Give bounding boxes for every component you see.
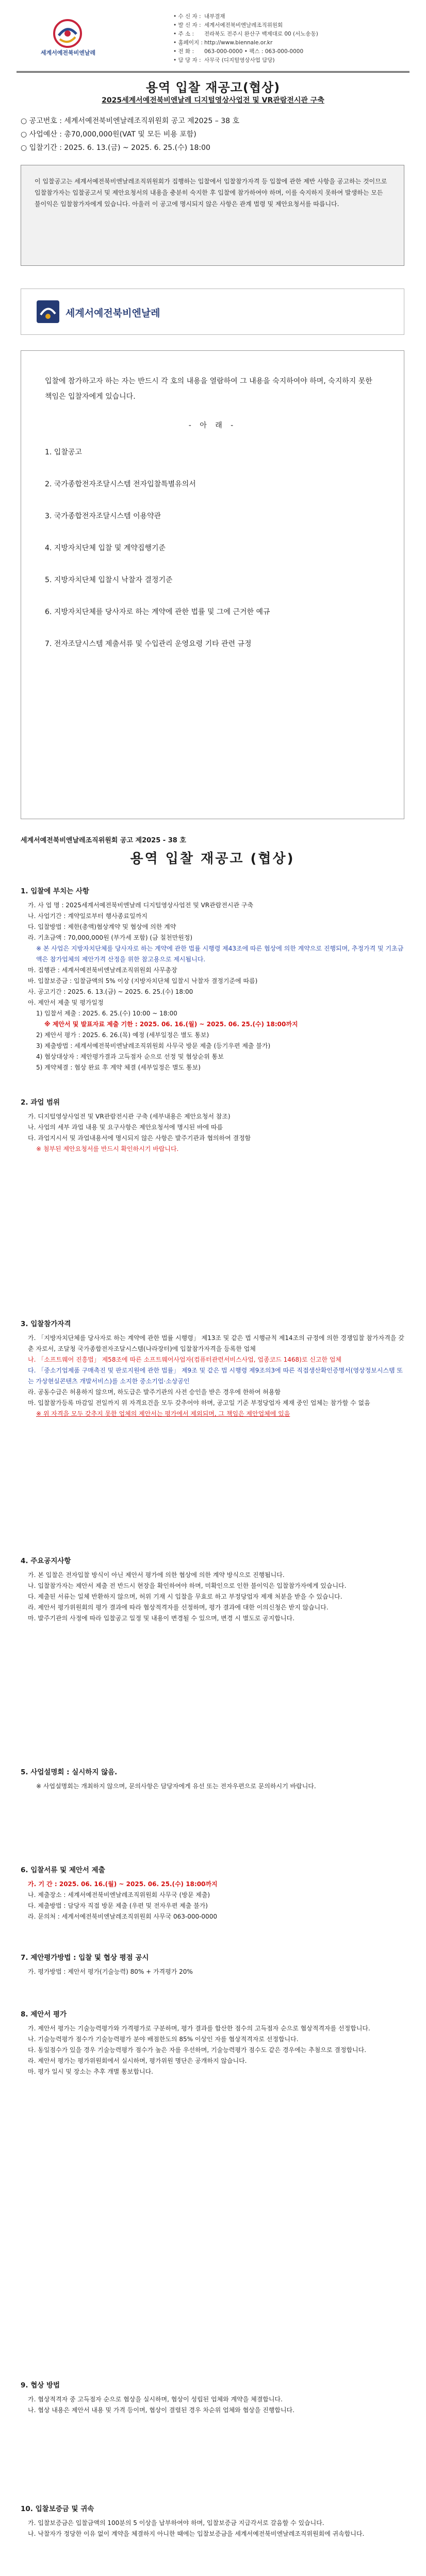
section-line: 가. 평가방법 : 제안서 평가(기술능력) 80% + 가격평가 20% — [28, 1968, 193, 1975]
info-row: • 주 소 : 전라북도 전주시 완산구 백제대로 00 (서노송동) — [173, 31, 318, 37]
caution-box: 이 입찰공고는 세계서예전북비엔날레조직위원회가 집행하는 입찰에서 입찰참가자격 등 입찰에 관한 제반 사항을 공고하는 것이므로 입찰참가자는 입찰공고서 및 제안요청서의 내용을 충분히 숙지한 후 입찰에 참가하여야 하며, 이를 숙지하지 못하여 발생하는 모든 불이익은 입찰참가자에게 있습니다. 아울러 이 공고에 명시되지 않은 사항은 관계 법령 및 제안요청서를 따릅니다. — [21, 165, 404, 266]
section-5 — [21, 1767, 404, 1792]
section-line: 가. 제안서 평가는 기술능력평가와 가격평가로 구분하며, 평가 결과를 합산한 점수의 고득점자 순으로 협상적격자를 선정합니다. — [28, 2025, 370, 2032]
section-10 — [21, 2504, 404, 2539]
notice-number: 세계서예전북비엔날레조직위원회 공고 제2025 - 38 호 — [21, 837, 186, 844]
section-7 — [21, 1953, 404, 1977]
biennale-logo — [36, 19, 100, 59]
section-line: 라. 제안서 평가는 평가위원회에서 실시하며, 평가위원 명단은 공개하지 않습니다. — [28, 2057, 247, 2064]
reference-item: 2. 국가종합전자조달시스템 전자입찰특별유의서 — [45, 480, 196, 488]
section-line: 마. 집행관 : 세계서예전북비엔날레조직위원회 사무총장 — [28, 967, 177, 974]
reference-item: 5. 지방자치단체 입찰시 낙찰자 결정기준 — [45, 576, 173, 584]
info-row: • 발 신 자 : 세계서예전북비엔날레조직위원회 — [173, 22, 283, 28]
section-line: 나. 사업의 세부 과업 내용 및 요구사항은 제안요청서에 명시된 바에 따름 — [28, 1124, 223, 1131]
section-heading: 4. 주요공지사항 — [21, 1557, 71, 1565]
section-line: 바. 입찰보증금 : 입찰금액의 5% 이상 (지방자치단체 입찰시 낙찰자 결정기준에 따름) — [28, 977, 258, 985]
section-line: 마. 발주기관의 사정에 따라 입찰공고 일정 및 내용이 변경될 수 있으며, 변경 시 별도로 공지합니다. — [28, 1615, 294, 1622]
section-6 — [21, 1865, 404, 1922]
summary-notice-no: ○ 공고번호 : 세계서예전북비엔날레조직위원회 공고 제2025 – 38 호 — [21, 117, 240, 125]
section-line: 3) 제출방법 : 세계서예전북비엔날레조직위원회 사무국 방문 제출 (등기우편 제출 불가) — [36, 1042, 271, 1049]
section-8 — [21, 2009, 404, 2077]
section-line: 사. 공고기간 : 2025. 6. 13.(금) ~ 2025. 6. 25.(수) 18:00 — [28, 988, 193, 995]
section-line: 가. 협상적격자 중 고득점자 순으로 협상을 실시하며, 협상이 성립된 업체와 계약을 체결합니다. — [28, 2396, 283, 2403]
section-2 — [21, 1097, 404, 1155]
organization-banner — [21, 289, 404, 335]
section-line: 가. 입찰보증금은 입찰금액의 100분의 5 이상을 납부하여야 하며, 입찰보증금 지급각서로 갈음할 수 있습니다. — [28, 2519, 324, 2527]
section-line: 다. 동일점수가 있을 경우 기술능력평가 점수가 높은 자를 우선하며, 기술능력평가 점수도 같은 경우에는 추첨으로 결정합니다. — [28, 2046, 367, 2054]
section-line: 2) 제안서 평가 : 2025. 6. 26.(목) 예정 (세부일정은 별도 통보) — [36, 1031, 209, 1039]
section-line: 가. 본 입찰은 전자입찰 방식이 아닌 제안서 평가에 의한 협상에 의한 계약 방식으로 진행됩니다. — [28, 1571, 285, 1579]
section-highlight: 나. 「소프트웨어 진흥법」 제58조에 따른 소프트웨어사업자(컴퓨터관련서비스사업, 업종코드 1468)로 신고한 업체 — [28, 1356, 341, 1363]
section-note: 다. 「중소기업제품 구매촉진 및 판로지원에 관한 법률」 제9조 및 같은 법 시행령 제9조의3에 따른 직접생산확인증명서(영상정보시스템 또는 가상현실콘텐츠 개발서비스)를 소지한 중소기업·소상공인 — [28, 1367, 403, 1385]
section-heading: 7. 제안평가방법 : 입찰 및 협상 평점 공시 — [21, 1954, 149, 1962]
sender-info — [173, 12, 318, 65]
section-line: 라. 제안서 평가위원회의 평가 결과에 따라 협상적격자를 선정하며, 평가 결과에 대한 이의신청은 받지 않습니다. — [28, 1604, 329, 1611]
section-line: 다. 과업지시서 및 과업내용서에 명시되지 않은 사항은 발주기관과 협의하여 결정함 — [28, 1134, 251, 1142]
document-subtitle: 2025세계서예전북비엔날레 디지털영상사업전 및 VR관람전시관 구축 — [102, 96, 324, 105]
section-line: 가. 디지털영상사업전 및 VR관람전시관 구축 (세부내용은 제안요청서 참조) — [28, 1113, 231, 1120]
section-highlight: 가. 기 간 : 2025. 06. 16.(월) ~ 2025. 06. 25.(수) 18:00까지 — [28, 1880, 218, 1888]
section-1 — [21, 886, 404, 1073]
section-line: 마. 입찰참가등록 마감일 전일까지 위 자격요건을 모두 갖추어야 하며, 공고일 기준 부정당업자 제재 중인 업체는 참가할 수 없음 — [28, 1399, 370, 1406]
section-line: 라. 문의처 : 세계서예전북비엔날레조직위원회 사무국 063-000-0000 — [28, 1913, 217, 1920]
reference-item: 7. 전자조달시스템 제출서류 및 수입관리 운영요령 기타 관련 규정 — [45, 640, 252, 648]
section-line: 가. 사 업 명 : 2025세계서예전북비엔날레 디지털영상사업전 및 VR관람전시관 구축 — [28, 902, 254, 909]
section-line: 마. 평가 일시 및 장소는 추후 개별 통보합니다. — [28, 2068, 153, 2075]
reference-item: 4. 지방자치단체 입찰 및 계약집행기준 — [45, 544, 166, 552]
logo-text: 세계서예전북비엔날레 — [40, 49, 96, 56]
reference-list-box — [21, 350, 404, 819]
section-line: 아. 제안서 제출 및 평가일정 — [28, 999, 104, 1006]
section-line: ※ 사업설명회는 개최하지 않으며, 문의사항은 담당자에게 유선 또는 전자우편으로 문의하시기 바랍니다. — [36, 1783, 316, 1790]
summary-block — [21, 114, 405, 155]
section-heading: 1. 입찰에 부치는 사항 — [21, 887, 89, 895]
reference-separator: - 아 래 - — [188, 421, 237, 430]
section-line: 나. 제출장소 : 세계서예전북비엔날레조직위원회 사무국 (방문 제출) — [28, 1891, 210, 1899]
info-row: • 전 화 : 063-000-0000 • 팩스 : 063-000-0000 — [173, 48, 304, 55]
section-4 — [21, 1556, 404, 1624]
section-line: 가. 「지방자치단체를 당사자로 하는 계약에 관한 법률 시행령」 제13조 및 같은 법 시행규칙 제14조의 규정에 의한 경쟁입찰 참가자격을 갖춘 자로서, 조달청 국가종합전자조달시스템(나라장터)에 입찰참가자격을 등록한 업체 — [28, 1334, 404, 1352]
logo-emblem-icon — [53, 19, 83, 48]
reference-item: 1. 입찰공고 — [45, 448, 82, 456]
section-line: 나. 입찰참가자는 제안서 제출 전 반드시 현장을 확인하여야 하며, 미확인으로 인한 불이익은 입찰참가자에게 있습니다. — [28, 1582, 347, 1589]
divider — [17, 71, 409, 73]
main-title: 용역 입찰 재공고 (협상) — [130, 851, 295, 867]
section-line: 다. 제출된 서류는 일체 반환하지 않으며, 허위 기재 시 입찰을 무효로 하고 부정당업자 제재 처분을 받을 수 있습니다. — [28, 1593, 342, 1600]
section-heading: 3. 입찰참가자격 — [21, 1320, 71, 1328]
info-row: • 홈페이지 : http://www.biennale.or.kr — [173, 40, 273, 46]
section-line: 나. 협상 내용은 제안서 내용 및 가격 등이며, 협상이 결렬된 경우 차순위 업체와 협상을 진행합니다. — [28, 2406, 294, 2414]
section-heading: 2. 과업 범위 — [21, 1098, 60, 1107]
section-line: 5) 계약체결 : 협상 완료 후 계약 체결 (세부일정은 별도 통보) — [36, 1064, 201, 1071]
reference-intro: 입찰에 참가하고자 하는 자는 반드시 각 호의 내용을 열람하여 그 내용을 숙지하여야 하며, 숙지하지 못한 책임은 입찰자에게 있습니다. — [45, 377, 372, 401]
info-row: • 수 신 자 : 내부결재 — [173, 13, 225, 20]
summary-budget: ○ 사업예산 : 총70,000,000원(VAT 및 모든 비용 포함) — [21, 130, 196, 139]
section-line: 다. 입찰방법 : 제한(총액)협상계약 및 협상에 의한 계약 — [28, 923, 176, 930]
reference-item: 3. 국가종합전자조달시스템 이용약관 — [45, 512, 161, 520]
section-highlight: ※ 제안서 및 발표자료 제출 기한 : 2025. 06. 16.(월) ~ 2025. 06. 25.(수) 18:00까지 — [44, 1021, 298, 1028]
organization-name: 세계서예전북비엔날레 — [65, 308, 160, 319]
section-heading: 6. 입찰서류 및 제안서 제출 — [21, 1866, 105, 1874]
section-line: 라. 기초금액 : 70,000,000원 (부가세 포함) (금 칠천만원정) — [28, 934, 193, 941]
section-highlight: ※ 위 자격을 모두 갖추지 못한 업체의 제안서는 평가에서 제외되며, 그 책임은 제안업체에 있음 — [36, 1410, 290, 1417]
document-title: 용역 입찰 재공고(협상) — [145, 80, 281, 95]
info-row: • 담 당 자 : 사무국 (디지털영상사업 담당) — [173, 57, 275, 63]
section-line: 나. 낙찰자가 정당한 이유 없이 계약을 체결하지 아니한 때에는 입찰보증금을 세계서예전북비엔날레조직위원회에 귀속합니다. — [28, 2530, 365, 2537]
section-highlight: ※ 첨부된 제안요청서를 반드시 확인하시기 바랍니다. — [36, 1145, 179, 1153]
summary-period: ○ 입찰기간 : 2025. 6. 13.(금) ~ 2025. 6. 25.(수) 18:00 — [21, 144, 210, 152]
organization-emblem-icon — [36, 299, 60, 324]
section-line: 다. 제출방법 : 담당자 직접 방문 제출 (우편 및 전자우편 제출 불가) — [28, 1902, 208, 1909]
section-note: ※ 본 사업은 지방자치단체를 당사자로 하는 계약에 관한 법률 시행령 제43조에 따른 협상에 의한 계약으로 진행되며, 추정가격 및 기초금액은 참가업체의 제안가격 산정을 위한 참고용으로 제시됩니다. — [36, 945, 404, 963]
section-heading: 9. 협상 방법 — [21, 2381, 60, 2389]
section-line: 나. 기술능력평가 점수가 기술능력평가 분야 배점한도의 85% 이상인 자를 협상적격자로 선정합니다. — [28, 2036, 299, 2043]
section-heading: 10. 입찰보증금 및 귀속 — [21, 2505, 94, 2513]
letterhead — [17, 7, 409, 69]
section-9 — [21, 2380, 404, 2416]
section-line: 4) 협상대상자 : 제안평가결과 고득점자 순으로 선정 및 협상순위 통보 — [36, 1053, 224, 1060]
section-line: 나. 사업기간 : 계약일로부터 행사종료일까지 — [28, 912, 148, 920]
reference-item: 6. 지방자치단체를 당사자로 하는 계약에 관한 법률 및 그에 근거한 예규 — [45, 608, 270, 616]
section-heading: 5. 사업설명회 : 실시하지 않음. — [21, 1768, 118, 1776]
section-3 — [21, 1319, 404, 1419]
section-heading: 8. 제안서 평가 — [21, 2010, 67, 2019]
section-line: 1) 입찰서 제출 : 2025. 6. 25.(수) 10:00 ~ 18:00 — [36, 1010, 177, 1017]
section-line: 라. 공동수급은 허용하지 않으며, 하도급은 발주기관의 사전 승인을 받은 경우에 한하여 허용함 — [28, 1388, 281, 1396]
